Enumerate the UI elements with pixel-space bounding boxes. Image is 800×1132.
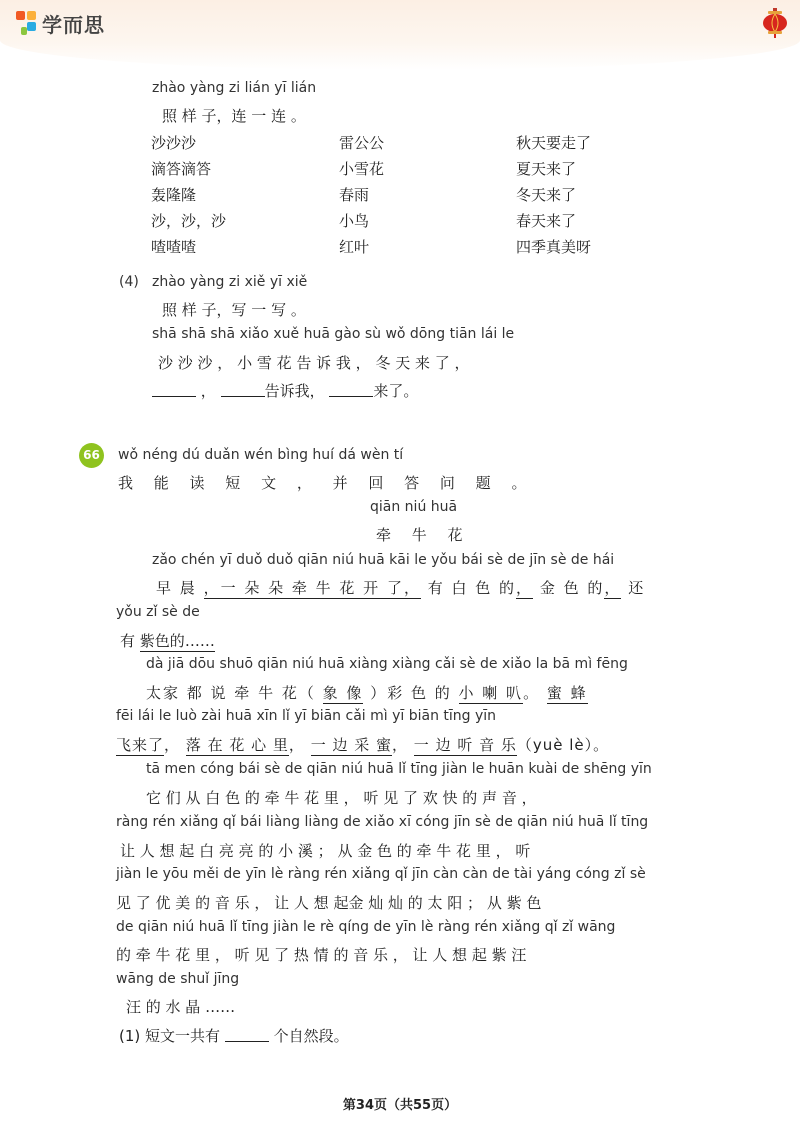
p2-line1: 太家 都 说 牵 牛 花（ 象 像 ）彩 色 的 小 喇 叭。 蜜 蜂 bbox=[146, 684, 588, 702]
fill-text: 来了。 bbox=[373, 382, 419, 400]
sec4-fill-line bbox=[152, 380, 418, 401]
col2-item[interactable]: 小雪花 bbox=[339, 160, 385, 178]
q1-line bbox=[119, 1025, 349, 1046]
col1-item[interactable]: 滴答滴答 bbox=[151, 160, 212, 178]
q66-title: 我 能 读 短 文 ， 并 回 答 问 题 。 bbox=[118, 474, 535, 492]
sec4-title: 照 样 子，写 一 写 。 bbox=[162, 301, 306, 319]
sec3-pinyin: zhào yàng zi lián yī lián bbox=[152, 80, 317, 96]
logo-text: 学而思 bbox=[42, 12, 105, 37]
question-number-badge: 66 bbox=[79, 443, 104, 468]
col3-item[interactable]: 春天来了 bbox=[516, 212, 577, 230]
col1-item[interactable]: 喳喳喳 bbox=[151, 238, 197, 256]
answer-blank[interactable] bbox=[225, 1041, 269, 1042]
fill-comma: ， bbox=[200, 382, 216, 400]
col2-item[interactable]: 小鸟 bbox=[339, 212, 370, 230]
story-title-pinyin: qiān niú huā bbox=[370, 499, 458, 515]
p1-line1: 早 晨 ，一 朵 朵 牵 牛 花 开 了， 有 白 色 的， 金 色 的， 还 bbox=[156, 579, 646, 597]
q1-text: 短文一共有 bbox=[145, 1027, 221, 1045]
fill-text: 告诉我， bbox=[264, 382, 325, 400]
p2-line1-pinyin: dà jiā dōu shuō qiān niú huā xiàng xiàng cǎi sè de xiǎo la bā mì fēng bbox=[146, 656, 628, 672]
p3-line5: 汪 的 水 晶 …… bbox=[126, 998, 236, 1016]
q66-pinyin: wǒ néng dú duǎn wén bìng huí dá wèn tí bbox=[118, 447, 404, 463]
p2-line2: 飞来了， 落 在 花 心 里， 一 边 采 蜜， 一 边 听 音 乐（yuè lè）。 bbox=[116, 736, 610, 754]
header-band bbox=[0, 0, 800, 70]
p3-line4: 的 牵 牛 花 里 ， 听 见 了 热 情 的 音 乐 ， 让 人 想 起 紫 汪 bbox=[116, 946, 527, 964]
sec4-example: 沙 沙 沙 ， 小 雪 花 告 诉 我 ， 冬 天 来 了 ， bbox=[158, 354, 470, 372]
col2-item[interactable]: 雷公公 bbox=[339, 134, 385, 152]
p3-line2-pinyin: ràng rén xiǎng qǐ bái liàng liàng de xiǎo xī cóng jīn sè de qiān niú huā lǐ tīng bbox=[116, 814, 649, 830]
p1-line2-pinyin: yǒu zǐ sè de bbox=[116, 604, 200, 620]
logo bbox=[16, 8, 105, 38]
fill-blank[interactable] bbox=[329, 396, 373, 397]
sec3-title: 照 样 子，连 一 连 。 bbox=[162, 107, 306, 125]
col1-item[interactable]: 沙，沙，沙 bbox=[151, 212, 227, 230]
p3-line1-pinyin: tā men cóng bái sè de qiān niú huā lǐ tīng jiàn le huān kuài de shēng yīn bbox=[146, 761, 652, 777]
fill-blank[interactable] bbox=[152, 396, 196, 397]
p1-line2: 有 紫色的…… bbox=[120, 632, 215, 650]
col3-item[interactable]: 四季真美呀 bbox=[516, 238, 592, 256]
col3-item[interactable]: 夏天来了 bbox=[516, 160, 577, 178]
fill-blank[interactable] bbox=[221, 396, 265, 397]
q1-text: 个自然段。 bbox=[273, 1027, 349, 1045]
p3-line2: 让 人 想 起 白 亮 亮 的 小 溪 ； 从 金 色 的 牵 牛 花 里 ， 听 bbox=[120, 842, 531, 860]
p3-line3-pinyin: jiàn le yōu měi de yīn lè ràng rén xiǎng qǐ jīn càn càn de tài yáng cóng zǐ sè bbox=[116, 866, 646, 882]
logo-icon bbox=[16, 11, 38, 35]
page-number: 第34页（共55页） bbox=[342, 1098, 458, 1113]
story-title: 牵 牛 花 bbox=[376, 526, 471, 544]
col1-item[interactable]: 轰隆隆 bbox=[151, 186, 197, 204]
sec4-pinyin: zhào yàng zi xiě yī xiě bbox=[152, 274, 308, 290]
col2-item[interactable]: 春雨 bbox=[339, 186, 370, 204]
sec4-example-pinyin: shā shā shā xiǎo xuě huā gào sù wǒ dōng tiān lái le bbox=[152, 326, 515, 342]
lantern-icon bbox=[762, 8, 788, 38]
col1-item[interactable]: 沙沙沙 bbox=[151, 134, 197, 152]
p3-line3: 见 了 优 美 的 音 乐 ， 让 人 想 起金 灿 灿 的 太 阳 ； 从 紫 色 bbox=[116, 894, 542, 912]
p3-line5-pinyin: wāng de shuǐ jīng bbox=[116, 971, 240, 987]
col3-item[interactable]: 秋天要走了 bbox=[516, 134, 592, 152]
sec4-number: (4) bbox=[119, 274, 139, 290]
q1-number: (1) bbox=[119, 1027, 141, 1045]
p1-line1-pinyin: zǎo chén yī duǒ duǒ qiān niú huā kāi le yǒu bái sè de jīn sè de hái bbox=[152, 552, 615, 568]
col2-item[interactable]: 红叶 bbox=[339, 238, 370, 256]
p3-line1: 它 们 从 白 色 的 牵 牛 花 里 ， 听 见 了 欢 快 的 声 音 ， bbox=[146, 789, 537, 807]
p3-line4-pinyin: de qiān niú huā lǐ tīng jiàn le rè qíng de yīn lè ràng rén xiǎng qǐ zǐ wāng bbox=[116, 919, 616, 935]
p2-line2-pinyin: fēi lái le luò zài huā xīn lǐ yī biān cǎi mì yī biān tīng yīn bbox=[116, 708, 497, 724]
col3-item[interactable]: 冬天来了 bbox=[516, 186, 577, 204]
